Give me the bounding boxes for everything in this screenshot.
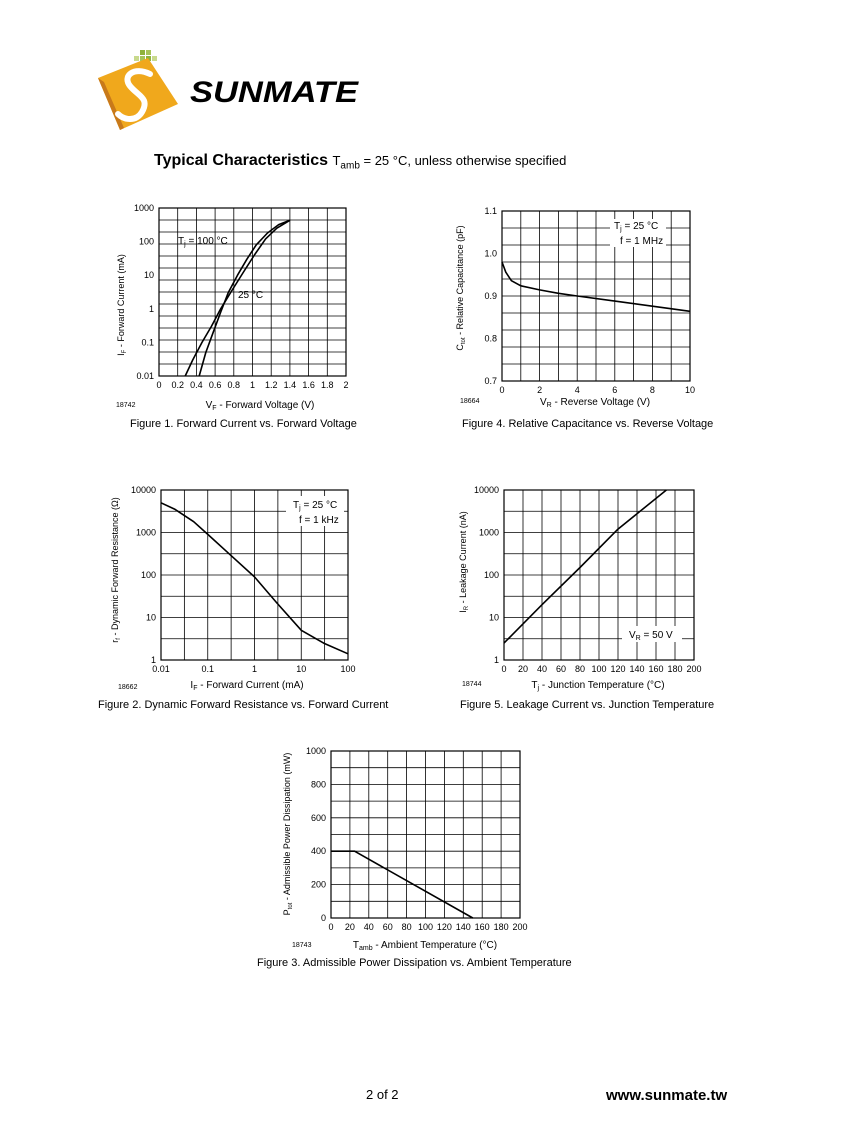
fig5-y-tick-label: 1 xyxy=(493,655,499,665)
fig2-condition-temp: $T_j = 25$ °C xyxy=(293,500,338,512)
fig3-x-tick-label: 60 xyxy=(382,922,393,932)
fig1-x-tick-label: 1.2 xyxy=(264,380,278,390)
fig4-x-axis-label: $V_R$ - Reverse Voltage (V) xyxy=(539,397,651,409)
fig1-x-tick-label: 0.6 xyxy=(208,380,222,390)
figure-3-chart xyxy=(280,740,540,958)
figure-2-caption: Figure 2. Dynamic Forward Resistance vs. Forward Current xyxy=(98,699,389,711)
fig5-y-tick-label: 10000 xyxy=(473,485,499,495)
fig5-curves xyxy=(504,490,666,643)
fig5-y-tick-label: 100 xyxy=(483,570,499,580)
section-title xyxy=(154,152,566,172)
fig2-y-tick-label: 1 xyxy=(150,655,156,665)
fig4-code: 18664 xyxy=(460,398,480,405)
fig1-x-tick-label: 0.8 xyxy=(227,380,241,390)
fig3-x-tick-label: 40 xyxy=(363,922,374,932)
logo-wordmark: SUNMATE xyxy=(190,76,360,109)
fig2-x-tick-label: 100 xyxy=(340,664,356,674)
fig2-x-tick-label: 10 xyxy=(296,664,307,674)
fig3-y-tick-label: 1000 xyxy=(305,746,326,756)
fig3-y-tick-label: 200 xyxy=(310,879,326,890)
fig5-ticks xyxy=(474,485,702,674)
fig4-x-tick-label: 8 xyxy=(649,385,655,395)
fig4-y-tick-label: 1.0 xyxy=(484,248,497,259)
figure-4-caption: Figure 4. Relative Capacitance vs. Reverse Voltage xyxy=(462,418,714,430)
fig3-x-tick-label: 200 xyxy=(512,922,528,932)
figure-5-chart xyxy=(450,478,710,700)
fig3-x-tick-label: 160 xyxy=(474,922,490,932)
website-url[interactable]: www.sunmate.tw xyxy=(606,1087,728,1104)
fig1-y-tick-label: 0.1 xyxy=(141,337,154,348)
page-number: 2 of 2 xyxy=(366,1087,399,1102)
fig4-condition-temp: $T_j = 25$ °C xyxy=(614,221,659,233)
fig5-series-line-1 xyxy=(504,490,666,643)
fig1-x-tick-label: 1.6 xyxy=(302,380,315,390)
fig2-y-tick-label: 10 xyxy=(145,612,156,623)
fig1-y-tick-label: 1 xyxy=(148,303,154,314)
fig2-x-tick-label: 0.1 xyxy=(201,664,215,674)
fig5-condition-voltage: $V_R = 50$ V xyxy=(629,630,673,642)
fig3-x-tick-label: 100 xyxy=(417,922,434,932)
fig5-x-tick-label: 40 xyxy=(536,664,548,674)
fig3-y-tick-label: 800 xyxy=(310,779,326,790)
fig4-y-axis-label: $C_{tot}$ - Relative Capacitance (pF) xyxy=(455,225,467,351)
section-subtitle: $T_{amb} = 25$ °C, unless otherwise specified xyxy=(332,153,567,172)
fig5-x-tick-label: 60 xyxy=(555,664,567,674)
fig4-condition-freq: f = 1 MHz xyxy=(620,236,664,247)
fig4-y-tick-label: 0.8 xyxy=(484,333,497,344)
fig1-y-tick-label: 1000 xyxy=(133,203,154,213)
figure-2-chart xyxy=(100,478,360,700)
fig4-x-tick-label: 2 xyxy=(537,385,543,395)
sunmate-logo xyxy=(96,46,366,136)
fig2-y-tick-label: 1000 xyxy=(135,527,156,538)
fig3-x-tick-label: 0 xyxy=(328,922,334,932)
fig1-series-label-100c: $T_j = 100$ °C xyxy=(178,236,228,248)
fig2-y-tick-label: 100 xyxy=(140,570,156,580)
logo-mark-icon xyxy=(98,50,178,130)
fig1-y-axis-label: $I_F$ - Forward Current (mA) xyxy=(116,254,128,356)
fig3-y-axis-label: $P_{tot}$ - Admissible Power Dissipation (mW) xyxy=(282,752,294,916)
fig5-y-tick-label: 10 xyxy=(488,612,499,623)
fig5-y-tick-label: 1000 xyxy=(478,527,499,538)
fig4-y-tick-label: 1.1 xyxy=(484,206,497,216)
fig1-x-tick-label: 0.4 xyxy=(190,380,203,390)
fig4-x-tick-label: 6 xyxy=(612,385,618,395)
fig1-y-tick-label: 100 xyxy=(138,236,154,247)
fig5-x-tick-label: 200 xyxy=(686,664,702,674)
fig5-x-tick-label: 180 xyxy=(667,664,683,674)
fig3-y-tick-label: 600 xyxy=(310,812,326,823)
fig3-y-tick-label: 0 xyxy=(320,913,326,923)
fig3-x-tick-label: 20 xyxy=(344,922,355,932)
fig1-x-tick-label: 1.4 xyxy=(283,380,297,390)
fig5-x-tick-label: 120 xyxy=(610,664,626,674)
fig3-x-tick-label: 140 xyxy=(455,922,471,932)
fig2-x-tick-label: 0.01 xyxy=(152,664,170,674)
fig5-code: 18744 xyxy=(462,681,482,688)
fig3-x-tick-label: 80 xyxy=(401,922,412,932)
fig5-x-tick-label: 160 xyxy=(648,664,664,674)
figure-1-caption: Figure 1. Forward Current vs. Forward Voltage xyxy=(130,418,357,430)
fig3-x-tick-label: 120 xyxy=(436,922,452,932)
section-title-text: Typical Characteristics xyxy=(154,152,329,169)
fig1-series-label-25c: 25 °C xyxy=(238,290,264,301)
figure-1-chart xyxy=(100,195,360,420)
fig5-x-tick-label: 0 xyxy=(501,664,507,674)
fig1-x-tick-label: 0 xyxy=(156,380,162,390)
fig4-x-tick-label: 10 xyxy=(684,385,696,395)
figure-3-caption: Figure 3. Admissible Power Dissipation vs. Ambient Temperature xyxy=(257,957,572,969)
fig5-x-axis-label: $T_j$ - Junction Temperature (°C) xyxy=(531,680,665,692)
fig5-x-tick-label: 20 xyxy=(517,664,529,674)
fig3-grid xyxy=(331,751,520,918)
fig3-y-tick-label: 400 xyxy=(310,846,326,857)
fig4-y-tick-label: 0.9 xyxy=(484,291,497,301)
fig3-x-axis-label: $T_{amb}$ - Ambient Temperature (°C) xyxy=(352,940,498,952)
fig5-x-tick-label: 80 xyxy=(574,664,586,674)
fig3-ticks xyxy=(306,746,528,932)
fig3-code: 18743 xyxy=(292,942,312,949)
fig2-y-axis-label: $r_f$ - Dynamic Forward Resistance (Ω) xyxy=(110,497,122,643)
fig1-x-axis-label: $V_F$ - Forward Voltage (V) xyxy=(205,400,315,412)
fig5-x-tick-label: 140 xyxy=(629,664,645,674)
fig1-x-tick-label: 1 xyxy=(249,380,256,390)
fig2-x-axis-label: $I_F$ - Forward Current (mA) xyxy=(190,680,304,692)
figure-5-caption: Figure 5. Leakage Current vs. Junction Temperature xyxy=(460,699,715,711)
fig1-x-tick-label: 2 xyxy=(343,380,349,390)
fig1-code: 18742 xyxy=(116,402,136,409)
fig2-code: 18662 xyxy=(118,684,138,691)
fig3-x-tick-label: 180 xyxy=(493,922,509,932)
fig5-x-tick-label: 100 xyxy=(591,664,607,674)
figure-4-chart xyxy=(450,195,710,420)
fig2-y-tick-label: 10000 xyxy=(130,485,156,495)
fig1-x-tick-label: 0.2 xyxy=(171,380,184,390)
fig4-x-tick-label: 0 xyxy=(499,385,505,395)
fig5-y-axis-label: $I_R$ - Leakage Current (nA) xyxy=(458,511,470,613)
fig2-x-tick-label: 1 xyxy=(251,664,258,674)
fig4-x-tick-label: 4 xyxy=(574,385,580,395)
fig1-y-tick-label: 10 xyxy=(143,270,154,281)
fig4-y-tick-label: 0.7 xyxy=(484,376,497,386)
fig1-x-tick-label: 1.8 xyxy=(321,380,334,390)
fig1-y-tick-label: 0.01 xyxy=(136,371,154,381)
fig2-condition-freq: f = 1 kHz xyxy=(299,515,339,526)
